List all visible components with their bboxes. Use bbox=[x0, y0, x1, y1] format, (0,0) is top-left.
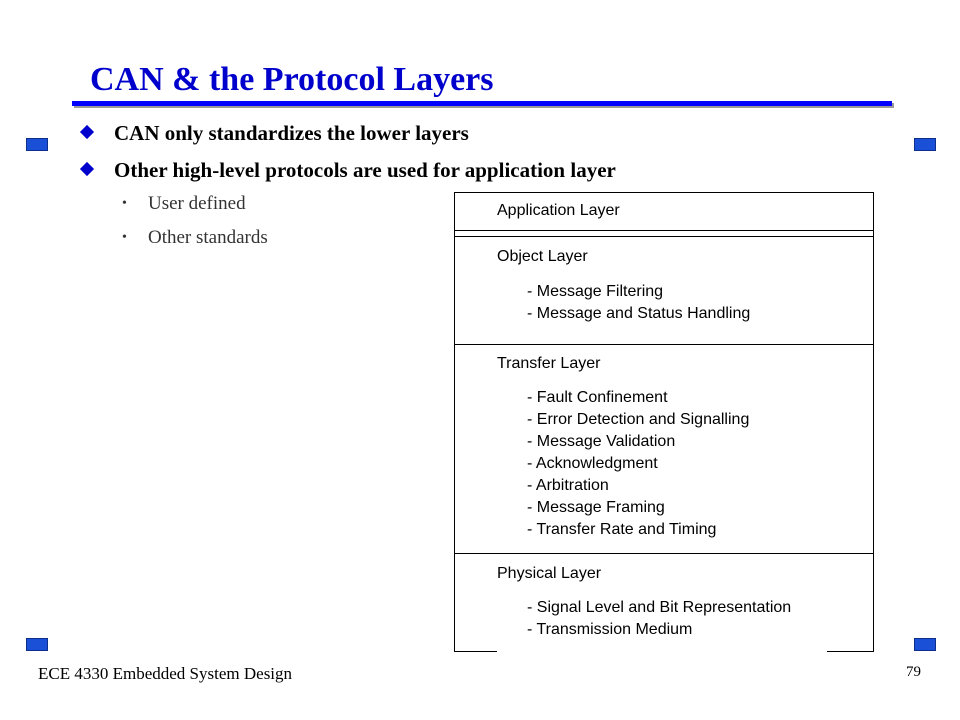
transfer-layer-item: - Acknowledgment bbox=[527, 455, 658, 472]
dot-bullet: • bbox=[122, 196, 127, 211]
transfer-layer-item: - Error Detection and Signalling bbox=[527, 411, 750, 428]
bullet-2-text: Other high-level protocols are used for application layer bbox=[114, 158, 616, 182]
title-underline bbox=[72, 101, 892, 106]
corner-tab-bottom-right bbox=[914, 638, 936, 651]
transfer-layer-item: - Message Framing bbox=[527, 499, 665, 516]
bottom-line-gap bbox=[497, 650, 827, 653]
bullet-1-text: CAN only standardizes the lower layers bbox=[114, 121, 469, 145]
layer-divider bbox=[455, 553, 873, 554]
layer-divider bbox=[455, 192, 873, 193]
physical-layer-item: - Transmission Medium bbox=[527, 621, 693, 638]
sub-bullet-2-text: Other standards bbox=[148, 227, 268, 248]
transfer-layer-item: - Fault Confinement bbox=[527, 389, 668, 406]
transfer-layer-item: - Transfer Rate and Timing bbox=[527, 521, 717, 538]
footer-course: ECE 4330 Embedded System Design bbox=[38, 664, 293, 683]
diamond-bullet-icon bbox=[80, 125, 94, 139]
application-layer-title: Application Layer bbox=[497, 202, 620, 219]
corner-tab-top-right bbox=[914, 138, 936, 151]
transfer-layer-item: - Arbitration bbox=[527, 477, 609, 494]
object-layer-title: Object Layer bbox=[497, 248, 588, 265]
bullet-2 bbox=[78, 156, 616, 184]
dot-bullet: • bbox=[122, 230, 127, 245]
diamond-bullet-icon bbox=[80, 162, 94, 176]
object-layer-item: - Message and Status Handling bbox=[527, 305, 751, 322]
sub-bullet-2 bbox=[122, 225, 268, 251]
protocol-layer-diagram bbox=[454, 192, 874, 652]
slide-title: CAN & the Protocol Layers bbox=[90, 61, 494, 98]
layer-divider bbox=[455, 230, 873, 231]
corner-tab-top-left bbox=[26, 138, 48, 151]
layer-divider bbox=[455, 344, 873, 345]
physical-layer-title: Physical Layer bbox=[497, 565, 602, 582]
corner-tab-bottom-left bbox=[26, 638, 48, 651]
bullet-1 bbox=[78, 119, 469, 147]
sub-bullet-1 bbox=[122, 191, 246, 217]
object-layer-item: - Message Filtering bbox=[527, 283, 664, 300]
transfer-layer-item: - Message Validation bbox=[527, 433, 676, 450]
transfer-layer-title: Transfer Layer bbox=[497, 355, 601, 372]
layer-divider bbox=[455, 236, 873, 237]
page-number: 79 bbox=[906, 664, 921, 680]
physical-layer-item: - Signal Level and Bit Representation bbox=[527, 599, 792, 616]
sub-bullet-1-text: User defined bbox=[148, 193, 246, 214]
